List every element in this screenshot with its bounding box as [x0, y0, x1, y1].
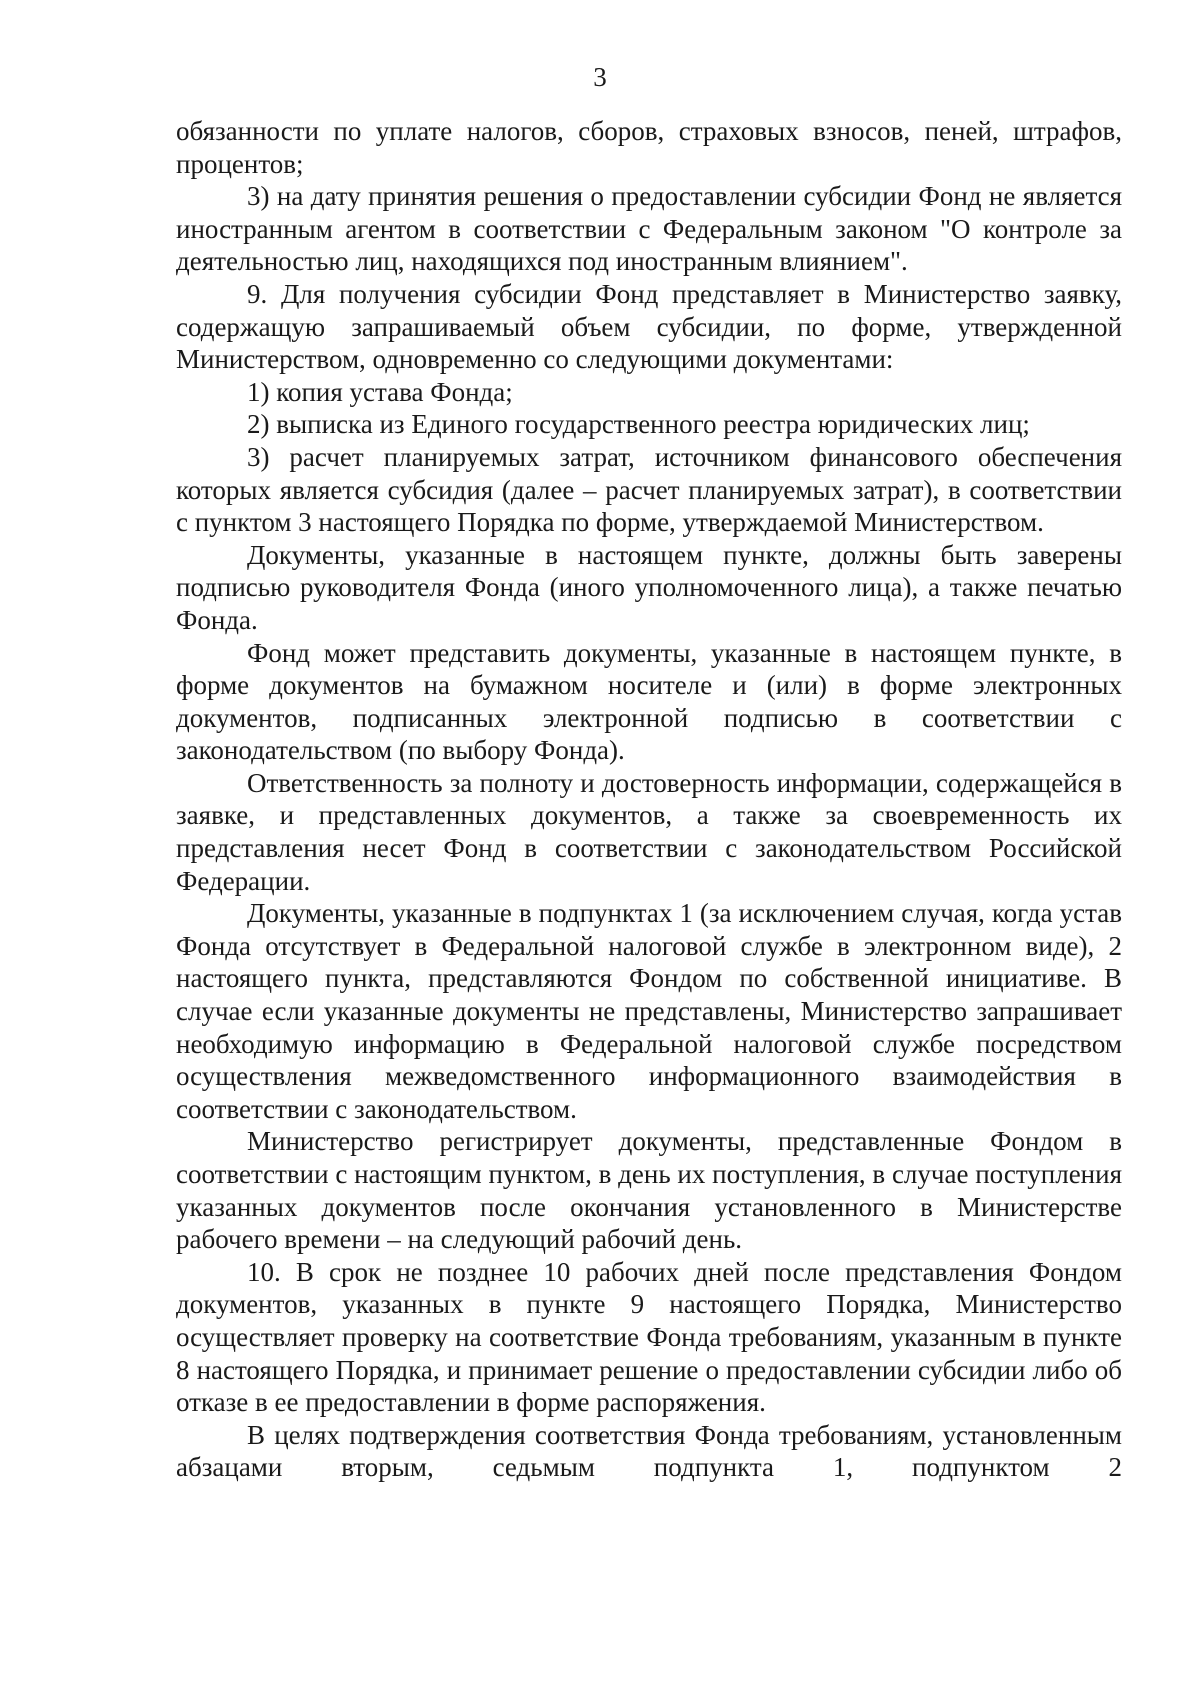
- paragraph-continuation: обязанности по уплате налогов, сборов, страховых взносов, пеней, штрафов, процентов;: [176, 116, 1122, 179]
- paragraph-clause-10: 10. В срок не позднее 10 рабочих дней после представления Фондом документов, указанных в пункте 9 настоящего Порядка, Министерство осуществляет проверку на соответствие Фонда требованиям, указанным в пункте 8 настоящего Порядка, и принимает решение о предоставлении субсидии либо об отказе в ее предоставлении в форме распоряжения.: [176, 1256, 1122, 1418]
- paragraph-registration: Министерство регистрирует документы, представленные Фондом в соответствии с настоящим пунктом, в день их поступления, в случае поступления указанных документов после окончания установленного в Министерстве рабочего времени – на следующий рабочий день.: [176, 1126, 1122, 1255]
- paragraph-verification: В целях подтверждения соответствия Фонда требованиям, установленным абзацами вторым, седьмым подпункта 1, подпунктом 2: [176, 1419, 1122, 1483]
- list-item-1: 1) копия устава Фонда;: [247, 376, 513, 407]
- paragraph-clause-9: 9. Для получения субсидии Фонд представляет в Министерство заявку, содержащую запрашиваемый объем субсидии, по форме, утвержденной Министерством, одновременно со следующими документами:: [176, 278, 1122, 375]
- page-number: 3: [593, 62, 607, 92]
- document-body: [176, 115, 1122, 1484]
- paragraph-certification: Документы, указанные в настоящем пункте, должны быть заверены подписью руководителя Фонда (иного уполномоченного лица), а также печатью Фонда.: [176, 539, 1122, 635]
- paragraph-responsibility: Ответственность за полноту и достоверность информации, содержащейся в заявке, и представленных документов, а также за своевременность их представления несет Фонд в соответствии с законодательством Российской Федерации.: [176, 767, 1122, 896]
- paragraph-item-3: 3) на дату принятия решения о предоставлении субсидии Фонд не является иностранным агентом в соответствии с Федеральным законом "О контроле за деятельностью лиц, находящихся под иностранным влиянием".: [176, 181, 1122, 277]
- paragraph-own-initiative: Документы, указанные в подпунктах 1 (за исключением случая, когда устав Фонда отсутствует в Федеральной налоговой службе в электронном виде), 2 настоящего пункта, представляются Фондом по собственной инициативе. В случае если указанные документы не представлены, Министерство запрашивает необходимую информацию в Федеральной налоговой службе посредством осуществления межведомственного информационного взаимодействия в соответствии с законодательством.: [176, 898, 1122, 1124]
- list-item-3: 3) расчет планируемых затрат, источником финансового обеспечения которых является субсидия (далее – расчет планируемых затрат), в соответствии с пунктом 3 настоящего Порядка по форме, утверждаемой Министерством.: [176, 441, 1122, 538]
- paragraph-submission-form: Фонд может представить документы, указанные в настоящем пункте, в форме документов на бумажном носителе и (или) в форме электронных документов, подписанных электронной подписью в соответствии с законодательством (по выбору Фонда).: [176, 637, 1122, 766]
- list-item-2: 2) выписка из Единого государственного реестра юридических лиц;: [247, 409, 1030, 440]
